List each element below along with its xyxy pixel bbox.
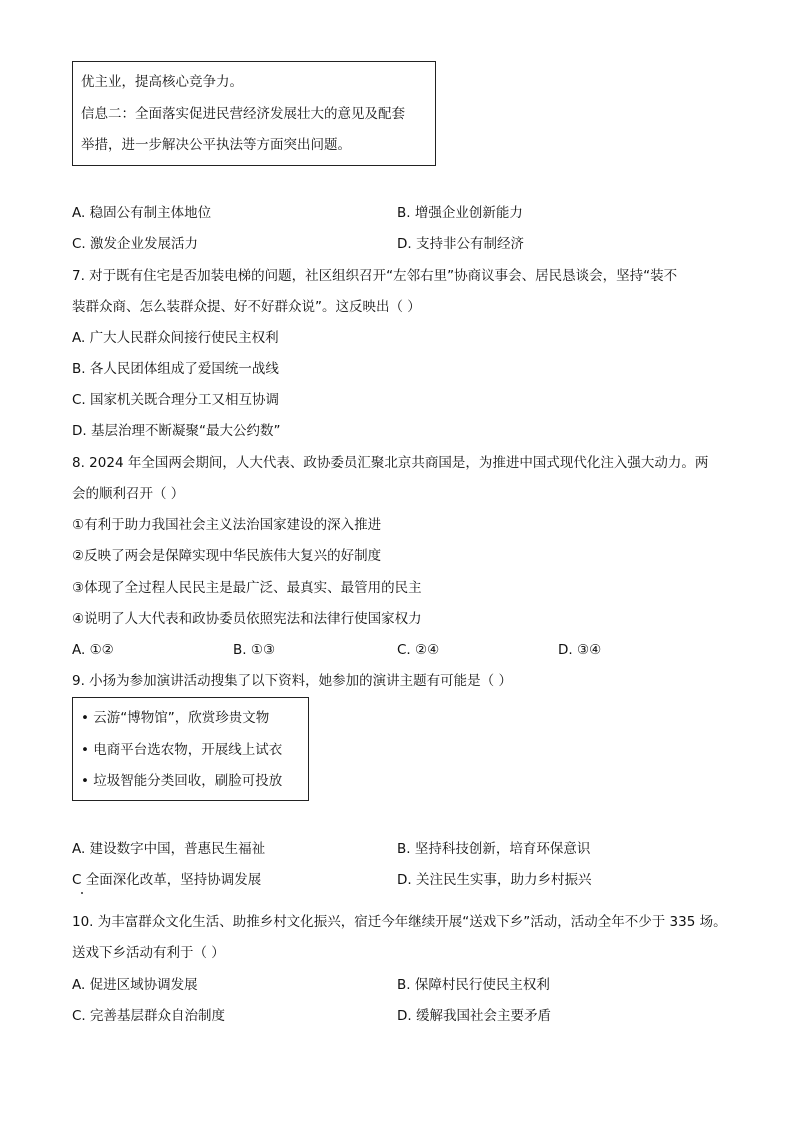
q9-material-line: • 电商平台选农物，开展线上试衣	[81, 742, 283, 758]
q7-stem-line2: 装群众商、怎么装群众提、好不好群众说”。这反映出（ ）	[72, 299, 421, 315]
q8-option-b: B. ①③	[233, 642, 276, 658]
q9-material-line: • 垃圾智能分类回收，刷脸可投放	[81, 773, 283, 789]
q8-option-a: A. ①②	[72, 642, 114, 658]
q8-statement-2: ②反映了两会是保障实现中华民族伟大复兴的好制度	[72, 548, 382, 564]
q8-statement-4: ④说明了人大代表和政协委员依照宪法和法律行使国家权力	[72, 611, 422, 627]
material-line: 举措，进一步解决公平执法等方面突出问题。	[81, 137, 351, 153]
q7-option-a: A. 广大人民群众间接行使民主权利	[72, 330, 279, 346]
q9-material-box	[72, 697, 309, 801]
q9-option-d: D. 关注民生实事，助力乡村振兴	[397, 872, 592, 888]
q10-option-c: C. 完善基层群众自治制度	[72, 1008, 226, 1024]
q8-option-d: D. ③④	[558, 642, 602, 658]
material-box	[72, 61, 436, 166]
q7-option-b: B. 各人民团体组成了爱国统一战线	[72, 361, 279, 377]
material-line: 优主业，提高核心竞争力。	[81, 74, 243, 90]
q7-option-c: C. 国家机关既合理分工又相互协调	[72, 392, 280, 408]
q9-option-b: B. 坚持科技创新，培育环保意识	[397, 841, 591, 857]
q8-option-c: C. ②④	[397, 642, 440, 658]
q9-option-c: C 全面深化改革，坚持协调发展	[72, 872, 262, 888]
q9-option-a: A. 建设数字中国，普惠民生福祉	[72, 841, 266, 857]
material-line: 信息二：全面落实促进民营经济发展壮大的意见及配套	[81, 106, 405, 122]
q8-stem-line2: 会的顺利召开（ ）	[72, 486, 185, 502]
q6-option-b: B. 增强企业创新能力	[397, 205, 523, 221]
q7-stem-line1: 7. 对于既有住宅是否加装电梯的问题，社区组织召开“左邻右里”协商议事会、居民恳谈会，坚持“装不	[72, 268, 678, 284]
q8-statement-3: ③体现了全过程人民民主是最广泛、最真实、最管用的民主	[72, 580, 422, 596]
q9-material-line: • 云游“博物馆”，欣赏珍贵文物	[81, 710, 270, 726]
q6-option-a: A. 稳固公有制主体地位	[72, 205, 212, 221]
stray-dot	[81, 892, 83, 894]
q6-option-d: D. 支持非公有制经济	[397, 236, 524, 252]
q6-option-c: C. 激发企业发展活力	[72, 236, 199, 252]
q8-stem-line1: 8. 2024 年全国两会期间，人大代表、政协委员汇聚北京共商国是，为推进中国式现代化注入强大动力。两	[72, 455, 709, 471]
q8-statement-1: ①有利于助力我国社会主义法治国家建设的深入推进	[72, 517, 382, 533]
q10-stem-line2: 送戏下乡活动有利于（ ）	[72, 945, 225, 961]
q10-option-b: B. 保障村民行使民主权利	[397, 977, 550, 993]
q9-stem: 9. 小扬为参加演讲活动搜集了以下资料，她参加的演讲主题有可能是（ ）	[72, 673, 512, 689]
q7-option-d: D. 基层治理不断凝聚“最大公约数”	[72, 423, 281, 439]
q10-option-d: D. 缓解我国社会主要矛盾	[397, 1008, 551, 1024]
q10-stem-line1: 10. 为丰富群众文化生活、助推乡村文化振兴，宿迁今年继续开展“送戏下乡”活动，活动全年不少于 335 场。	[72, 914, 727, 930]
q10-option-a: A. 促进区域协调发展	[72, 977, 198, 993]
